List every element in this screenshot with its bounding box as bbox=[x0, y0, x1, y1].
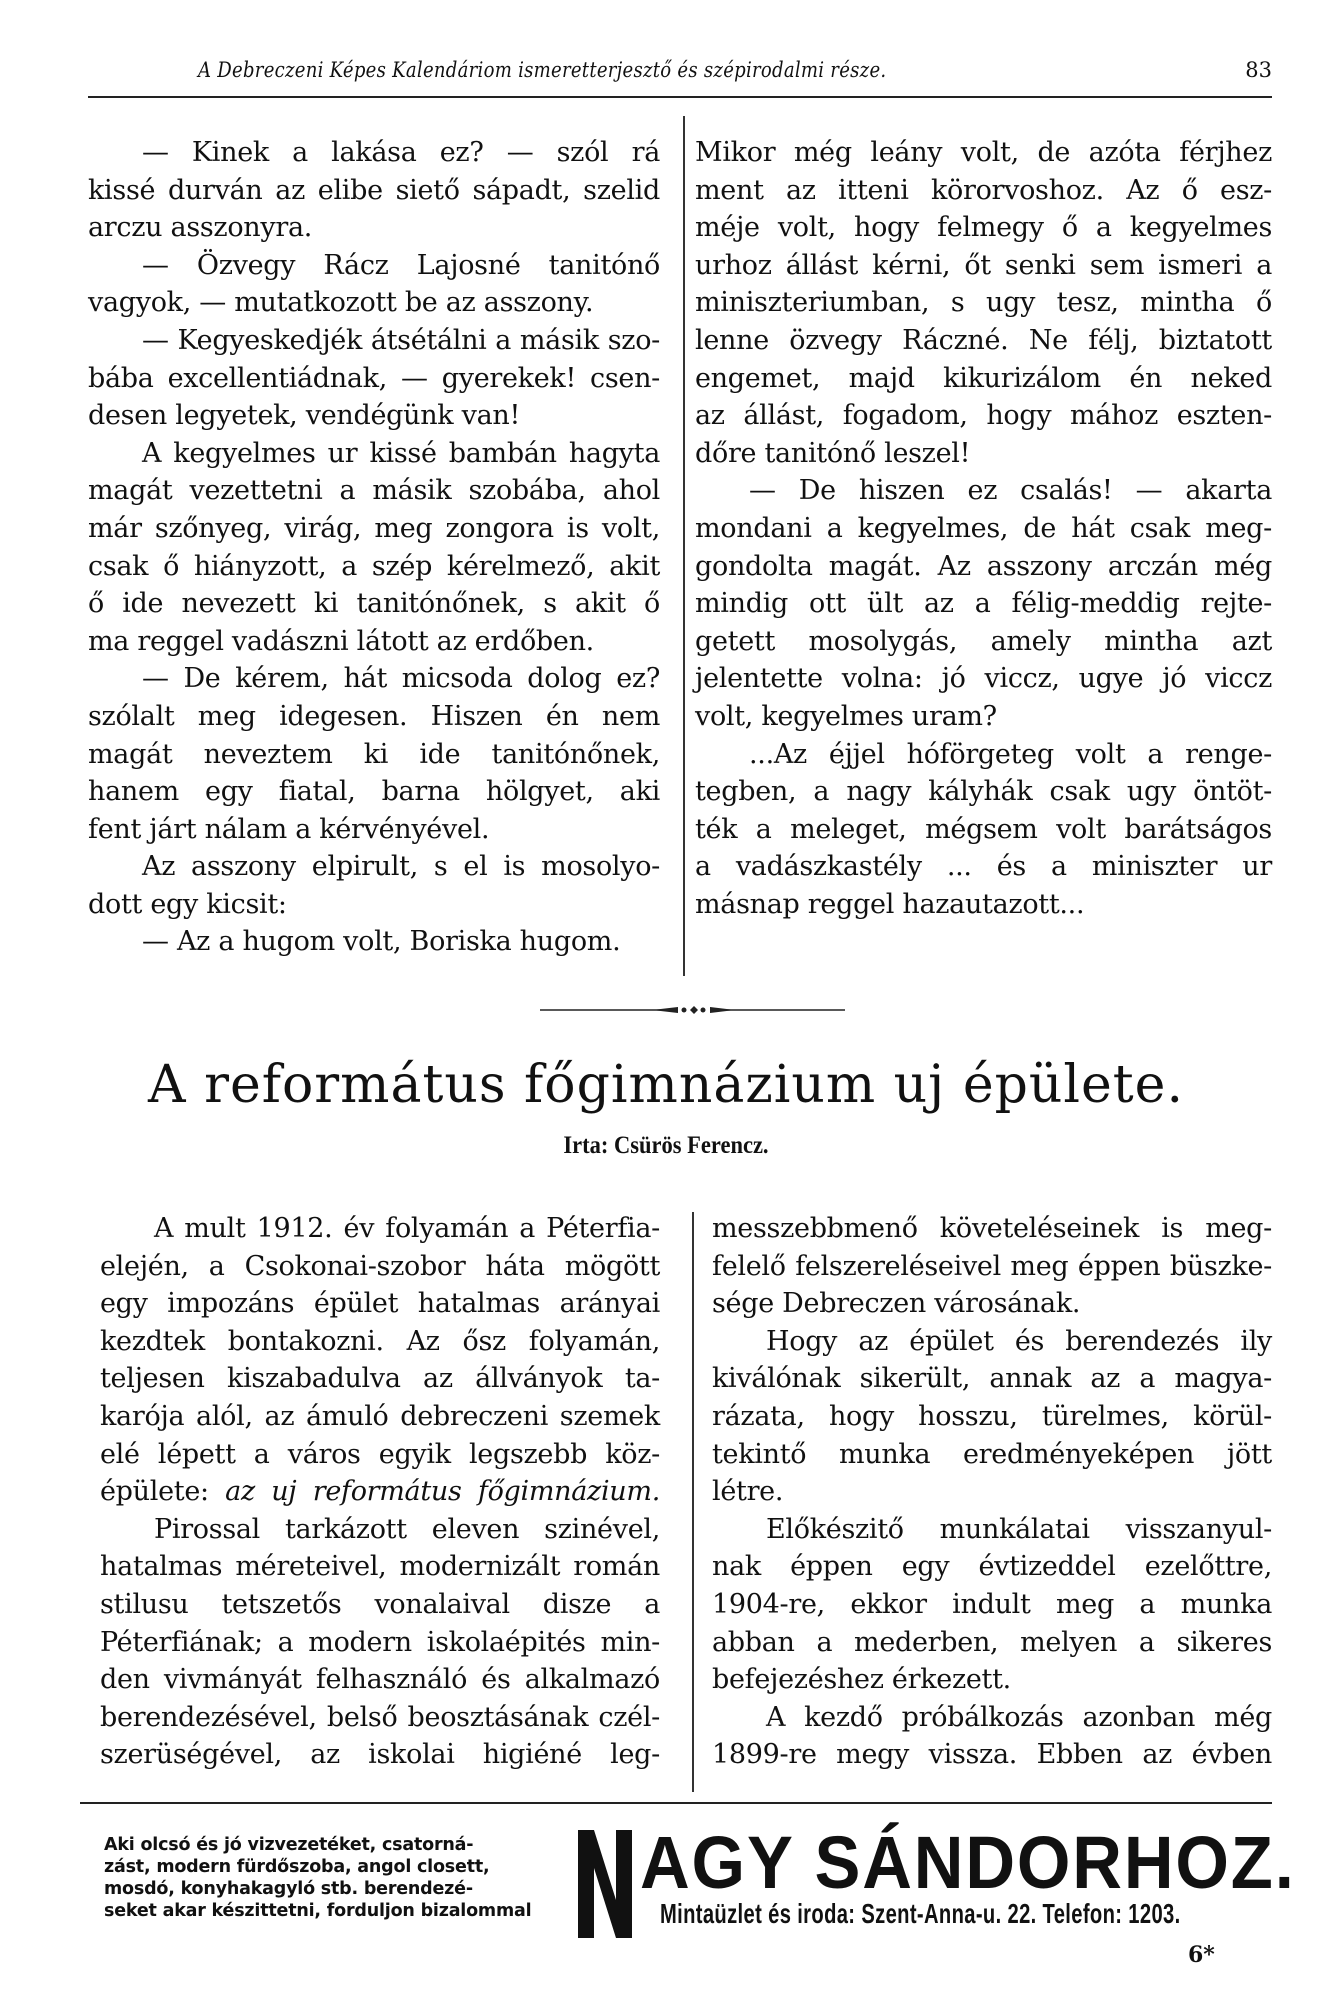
text-line-content: épülete: bbox=[100, 1476, 226, 1508]
text-line-content: messzebbmenő követeléseinek is meg- bbox=[712, 1213, 1272, 1244]
text-line bbox=[712, 1699, 1272, 1737]
text-line-content: — De kérem, hát micsoda dolog ez? bbox=[142, 663, 660, 695]
text-line-content: 1904-re, ekkor indult meg a munka bbox=[712, 1588, 1272, 1620]
text-line-content: engemet, majd kikurizálom én neked bbox=[695, 362, 1272, 394]
text-line bbox=[695, 247, 1272, 285]
text-line-content: elé lépett a város egyik legszebb köz- bbox=[100, 1438, 660, 1470]
text-line bbox=[88, 848, 660, 886]
text-line bbox=[100, 1248, 660, 1286]
emphasized-text: az uj református főgimnázium. bbox=[225, 1476, 660, 1508]
text-line-content: abban a mederben, melyen a sikeres bbox=[712, 1626, 1272, 1658]
signature-mark: 6* bbox=[1188, 1942, 1215, 1968]
text-line-content: ma reggel vadászni látott az erdőben. bbox=[88, 625, 594, 657]
text-line-content: ment az itteni körorvoshoz. Az ő esz- bbox=[695, 174, 1272, 206]
text-line bbox=[695, 773, 1272, 811]
article-left-column bbox=[100, 1210, 660, 1774]
text-line-content: gondolta magát. Az asszony arczán még bbox=[695, 550, 1272, 582]
text-line bbox=[695, 284, 1272, 322]
text-line bbox=[88, 172, 660, 210]
text-line bbox=[712, 1323, 1272, 1361]
text-line bbox=[712, 1586, 1272, 1624]
article-byline: Irta: Csürös Ferencz. bbox=[563, 1132, 769, 1159]
text-line bbox=[712, 1210, 1272, 1248]
text-line-content: getett mosolygás, amely mintha azt bbox=[695, 625, 1272, 657]
ad-line: mosdó, konyhakagyló stb. berendezé- bbox=[104, 1879, 473, 1899]
text-line-content: másnap reggel hazautazott... bbox=[695, 888, 1085, 920]
article-title: A református főgimnázium uj épülete. bbox=[148, 1055, 1184, 1115]
text-line bbox=[100, 1436, 660, 1474]
text-line bbox=[100, 1285, 660, 1323]
text-line bbox=[88, 360, 660, 398]
advertisement-text bbox=[104, 1834, 559, 1922]
text-line bbox=[88, 472, 660, 510]
text-line-content: tegben, a nagy kályhák csak ugy öntöt- bbox=[695, 776, 1272, 808]
text-line-content: A mult 1912. év folyamán a Péterfia- bbox=[154, 1213, 660, 1244]
initial-n-glyph bbox=[578, 1830, 632, 1938]
text-line bbox=[88, 397, 660, 435]
text-line bbox=[88, 923, 660, 961]
text-line bbox=[88, 698, 660, 736]
text-line-content: az állást, fogadom, hogy mához eszten- bbox=[695, 400, 1272, 432]
text-line bbox=[712, 1661, 1272, 1699]
text-line-content: Az asszony elpirult, s el is mosolyo- bbox=[142, 851, 660, 883]
text-line bbox=[100, 1661, 660, 1699]
ad-line: seket akar készittetni, forduljon bizalommal bbox=[104, 1901, 532, 1921]
ad-line: zást, modern fürdőszoba, angol closett, bbox=[104, 1857, 490, 1877]
text-line-content: elején, a Csokonai-szobor háta mögött bbox=[100, 1250, 660, 1282]
text-line-content: vagyok, — mutatkozott be az asszony. bbox=[88, 287, 594, 319]
text-line bbox=[695, 811, 1272, 849]
text-line bbox=[88, 585, 660, 623]
text-line-content: hanem egy fiatal, barna hölgyet, aki bbox=[88, 776, 660, 808]
ornament-diamond bbox=[690, 1006, 698, 1014]
text-line-content: — Kegyeskedjék átsétálni a másik szo- bbox=[142, 324, 660, 356]
text-line-content: szerüségével, az iskolai higiéné leg- bbox=[100, 1739, 660, 1771]
text-line-content: egy impozáns épület hatalmas arányai bbox=[100, 1288, 660, 1320]
text-line-content: Hogy az épület és berendezés ily bbox=[766, 1325, 1272, 1357]
text-line-content: jelentette volna: jó viccz, ugye jó viccz bbox=[695, 663, 1272, 695]
text-line-content: mondani a kegyelmes, de hát csak meg- bbox=[695, 512, 1272, 544]
text-line-content: arczu asszonyra. bbox=[88, 212, 313, 244]
text-line bbox=[100, 1398, 660, 1436]
column-divider-upper bbox=[683, 116, 685, 976]
text-line-content: Mikor még leány volt, de azóta férjhez bbox=[695, 137, 1272, 168]
text-line-content: miniszteriumban, s ugy tesz, mintha ő bbox=[695, 287, 1272, 319]
text-line bbox=[695, 585, 1272, 623]
text-line bbox=[712, 1436, 1272, 1474]
text-line bbox=[712, 1285, 1272, 1323]
text-line-content: A kezdő próbálkozás azonban még bbox=[766, 1701, 1272, 1733]
ornament-taper-left bbox=[652, 1007, 678, 1013]
story-right-column bbox=[695, 134, 1272, 923]
text-line-content: — Kinek a lakása ez? — szól rá bbox=[142, 137, 660, 168]
text-line bbox=[695, 134, 1272, 172]
text-line bbox=[695, 322, 1272, 360]
text-line bbox=[712, 1473, 1272, 1511]
text-line-content: sége Debreczen városának. bbox=[712, 1288, 1081, 1320]
text-line bbox=[695, 472, 1272, 510]
text-line-content: stilusu tetszetős vonalaival disze a bbox=[100, 1588, 660, 1620]
text-line-content: a vadászkastély ... és a miniszter ur bbox=[695, 851, 1272, 883]
text-line bbox=[695, 886, 1272, 924]
ornament-dot bbox=[701, 1008, 706, 1013]
text-line-content: magát neveztem ki ide tanitónőnek, bbox=[88, 738, 660, 770]
text-line-content: dott egy kicsit: bbox=[88, 888, 287, 920]
text-line-content: Pirossal tarkázott eleven szinével, bbox=[154, 1513, 660, 1545]
ad-address: Mintaüzlet és iroda: Szent-Anna-u. 22. Telefon: 1203. bbox=[660, 1898, 1181, 1929]
text-line bbox=[88, 209, 660, 247]
text-line-content: méje volt, hogy felmegy ő a kegyelmes bbox=[695, 212, 1272, 244]
text-line bbox=[712, 1511, 1272, 1549]
text-line bbox=[88, 773, 660, 811]
text-line bbox=[695, 435, 1272, 473]
text-line bbox=[100, 1511, 660, 1549]
text-line bbox=[88, 660, 660, 698]
text-line-content: rázata, hogy hosszu, türelmes, körül- bbox=[712, 1400, 1272, 1432]
text-line bbox=[695, 736, 1272, 774]
running-head-title: A Debreczeni Képes Kalendáriom ismeretterjesztő és szépirodalmi része. bbox=[198, 58, 887, 82]
text-line-content: kezdtek bontakozni. Az ősz folyamán, bbox=[100, 1325, 660, 1357]
text-line-content: — Özvegy Rácz Lajosné tanitónő bbox=[142, 249, 660, 281]
footer-rule bbox=[80, 1802, 1272, 1804]
text-line-content: nak éppen egy évtizeddel ezelőttre, bbox=[712, 1551, 1272, 1583]
text-line bbox=[712, 1360, 1272, 1398]
text-line-content: már szőnyeg, virág, meg zongora is volt, bbox=[88, 512, 660, 544]
ornamental-divider bbox=[540, 1002, 845, 1018]
text-line-content: ték a meleget, mégsem volt barátságos bbox=[695, 813, 1272, 845]
text-line bbox=[100, 1586, 660, 1624]
text-line bbox=[695, 548, 1272, 586]
text-line-content: dőre tanitónő leszel! bbox=[695, 437, 971, 469]
text-line-content: magát vezettetni a másik szobába, ahol bbox=[88, 475, 660, 507]
text-line bbox=[100, 1624, 660, 1662]
text-line bbox=[100, 1473, 660, 1511]
text-line bbox=[695, 397, 1272, 435]
header-rule bbox=[88, 96, 1272, 98]
text-line-content: kissé durván az elibe siető sápadt, szelid bbox=[88, 174, 660, 206]
text-line-content: befejezéshez érkezett. bbox=[712, 1664, 1011, 1696]
running-head bbox=[88, 52, 1272, 88]
text-line bbox=[88, 435, 660, 473]
text-line-content: hatalmas méreteivel, modernizált román bbox=[100, 1551, 660, 1583]
ad-line: Aki olcsó és jó vizvezetéket, csatorná- bbox=[104, 1835, 474, 1855]
text-line-content: Előkészitő munkálatai visszanyul- bbox=[766, 1513, 1272, 1545]
text-line bbox=[88, 134, 660, 172]
text-line-content: — Az a hugom volt, Boriska hugom. bbox=[142, 926, 621, 958]
text-line bbox=[88, 247, 660, 285]
ad-initial-n bbox=[578, 1830, 632, 1938]
text-line-content: mindig ott ült az a félig-meddig rejte- bbox=[695, 588, 1272, 620]
text-line bbox=[88, 548, 660, 586]
text-line-content: karója alól, az ámuló debreczeni szemek bbox=[100, 1400, 660, 1432]
ornament-dot bbox=[682, 1008, 687, 1013]
text-line bbox=[712, 1736, 1272, 1774]
text-line-content: fent járt nálam a kérvényével. bbox=[88, 813, 490, 845]
text-line bbox=[712, 1548, 1272, 1586]
text-line bbox=[695, 172, 1272, 210]
text-line bbox=[100, 1210, 660, 1248]
text-line bbox=[695, 698, 1272, 736]
text-line bbox=[100, 1360, 660, 1398]
text-line bbox=[88, 811, 660, 849]
text-line-content: urhoz állást kérni, őt senki sem ismeri a bbox=[695, 249, 1272, 281]
text-line bbox=[88, 510, 660, 548]
text-line-content: teljesen kiszabadulva az állványok ta- bbox=[100, 1363, 660, 1395]
story-left-column bbox=[88, 134, 660, 961]
text-line bbox=[100, 1548, 660, 1586]
text-line-content: 1899-re megy vissza. Ebben az évben bbox=[712, 1739, 1272, 1771]
text-line-content: csak ő hiányzott, a szép kérelmező, akit bbox=[88, 550, 660, 582]
text-line-content: létre. bbox=[712, 1476, 784, 1508]
text-line bbox=[88, 623, 660, 661]
text-line-content: ő ide nevezett ki tanitónőnek, s akit ő bbox=[88, 588, 660, 620]
text-line bbox=[88, 886, 660, 924]
text-line bbox=[88, 322, 660, 360]
ad-company-name: AGY SÁNDORHOZ. bbox=[640, 1821, 1296, 1904]
text-line bbox=[695, 623, 1272, 661]
text-line-content: — De hiszen ez csalás! — akarta bbox=[749, 475, 1272, 507]
page-number: 83 bbox=[1245, 58, 1272, 82]
text-line bbox=[695, 848, 1272, 886]
text-line bbox=[712, 1398, 1272, 1436]
text-line bbox=[695, 660, 1272, 698]
text-line bbox=[100, 1699, 660, 1737]
text-line-content: desen legyetek, vendégünk van! bbox=[88, 400, 521, 432]
text-line-content: felelő felszereléseivel meg éppen büszke- bbox=[712, 1250, 1272, 1282]
text-line-content: den vivmányát felhasználó és alkalmazó bbox=[100, 1664, 660, 1696]
text-line-content: tekintő munka eredményeképen jött bbox=[712, 1438, 1272, 1470]
text-line bbox=[88, 284, 660, 322]
text-line bbox=[100, 1323, 660, 1361]
text-line bbox=[695, 360, 1272, 398]
text-line bbox=[695, 209, 1272, 247]
text-line-content: kiválónak sikerült, annak az a magya- bbox=[712, 1363, 1272, 1395]
text-line bbox=[695, 510, 1272, 548]
text-line-content: lenne özvegy Ráczné. Ne félj, biztatott bbox=[695, 324, 1272, 356]
text-line-content: Péterfiának; a modern iskolaépités min- bbox=[100, 1626, 660, 1658]
text-line bbox=[712, 1248, 1272, 1286]
text-line-content: berendezésével, belső beosztásának czél- bbox=[100, 1701, 660, 1733]
text-line-content: volt, kegyelmes uram? bbox=[695, 700, 997, 732]
text-line-content: bába excellentiádnak, — gyerekek! csen- bbox=[88, 362, 660, 394]
text-line-content: szólalt meg idegesen. Hiszen én nem bbox=[88, 700, 660, 732]
text-line bbox=[88, 736, 660, 774]
text-line bbox=[100, 1736, 660, 1774]
article-right-column bbox=[712, 1210, 1272, 1774]
column-divider-lower bbox=[692, 1212, 694, 1792]
text-line bbox=[712, 1624, 1272, 1662]
text-line-content: A kegyelmes ur kissé bambán hagyta bbox=[142, 437, 660, 469]
text-line-content: ...Az éjjel hóförgeteg volt a renge- bbox=[749, 738, 1272, 770]
